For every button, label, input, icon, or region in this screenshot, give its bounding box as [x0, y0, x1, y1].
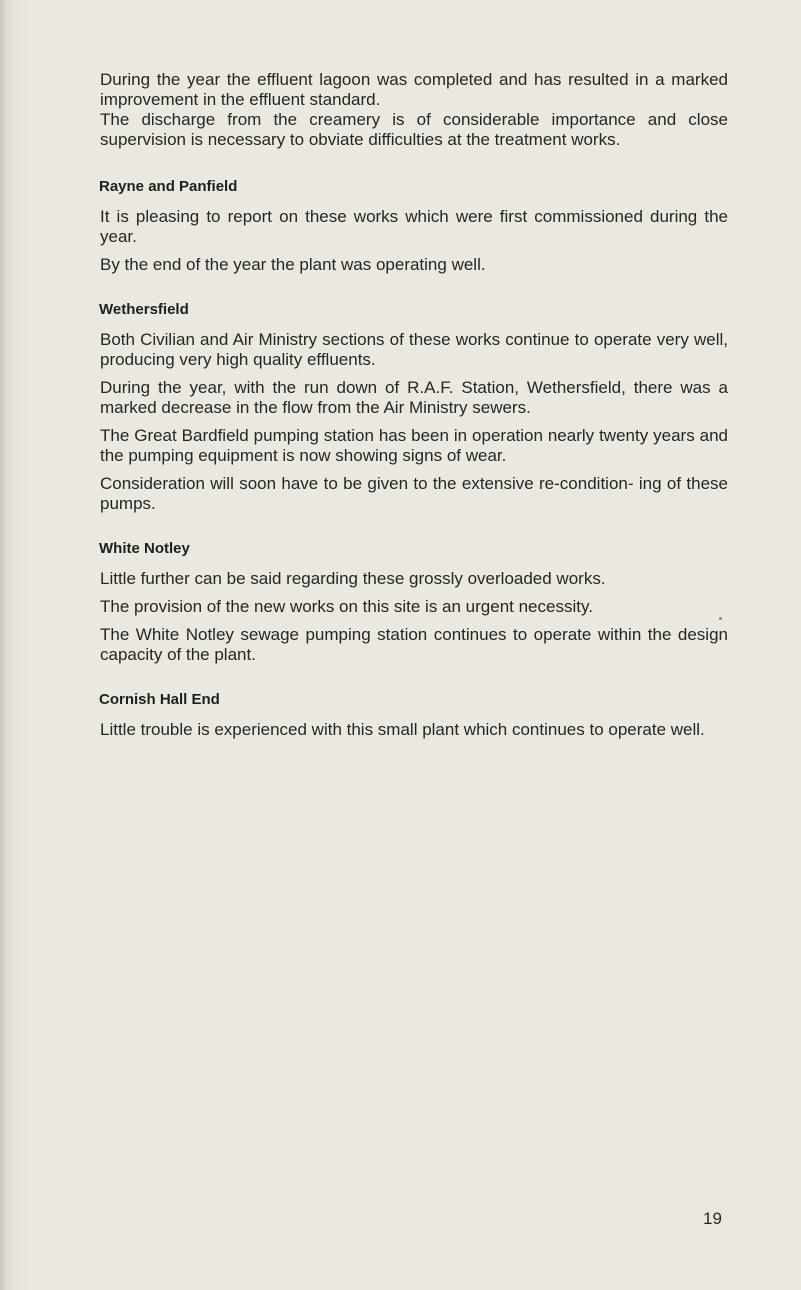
- section-rayne-and-panfield: [100, 177, 728, 275]
- section-heading: White Notley: [99, 540, 190, 557]
- paragraph: During the year the effluent lagoon was completed and has resulted in a marked improvement in the effluent standard.: [100, 70, 728, 109]
- paragraph: The Great Bardfield pumping station has been in operation nearly twenty years and the pumping equipment is now showing signs of wear.: [100, 426, 728, 465]
- print-speck: [719, 617, 722, 620]
- page-number: 19: [703, 1209, 722, 1228]
- section-heading: Rayne and Panfield: [99, 178, 238, 195]
- paragraph: The White Notley sewage pumping station continues to operate within the design capacity of the plant.: [100, 625, 728, 664]
- section-wethersfield: [100, 300, 728, 514]
- paragraph: During the year, with the run down of R.A.F. Station, Wethersfield, there was a marked decrease in the flow from the Air Ministry sewers.: [100, 378, 728, 417]
- paragraph: Both Civilian and Air Ministry sections of these works continue to operate very well, producing very high quality effluents.: [100, 330, 728, 369]
- paragraph: Little further can be said regarding these grossly overloaded works.: [100, 569, 606, 588]
- document-body: [100, 70, 728, 740]
- paragraph: It is pleasing to report on these works which were first commissioned during the year.: [100, 207, 728, 246]
- paragraph: Consideration will soon have to be given to the extensive re-condition- ing of these pumps.: [100, 474, 728, 513]
- paragraph: The discharge from the creamery is of considerable importance and close supervision is necessary to obviate difficulties at the treatment works.: [100, 110, 728, 149]
- section-heading: Wethersfield: [99, 301, 189, 318]
- paragraph: Little trouble is experienced with this small plant which continues to operate well.: [100, 720, 705, 739]
- intro-section: [100, 70, 728, 150]
- paragraph: By the end of the year the plant was operating well.: [100, 255, 486, 274]
- section-white-notley: [100, 539, 728, 665]
- page-binding-edge: [0, 0, 8, 1290]
- section-heading: Cornish Hall End: [99, 691, 220, 708]
- section-cornish-hall-end: [100, 690, 728, 740]
- paragraph: The provision of the new works on this site is an urgent necessity.: [100, 597, 593, 616]
